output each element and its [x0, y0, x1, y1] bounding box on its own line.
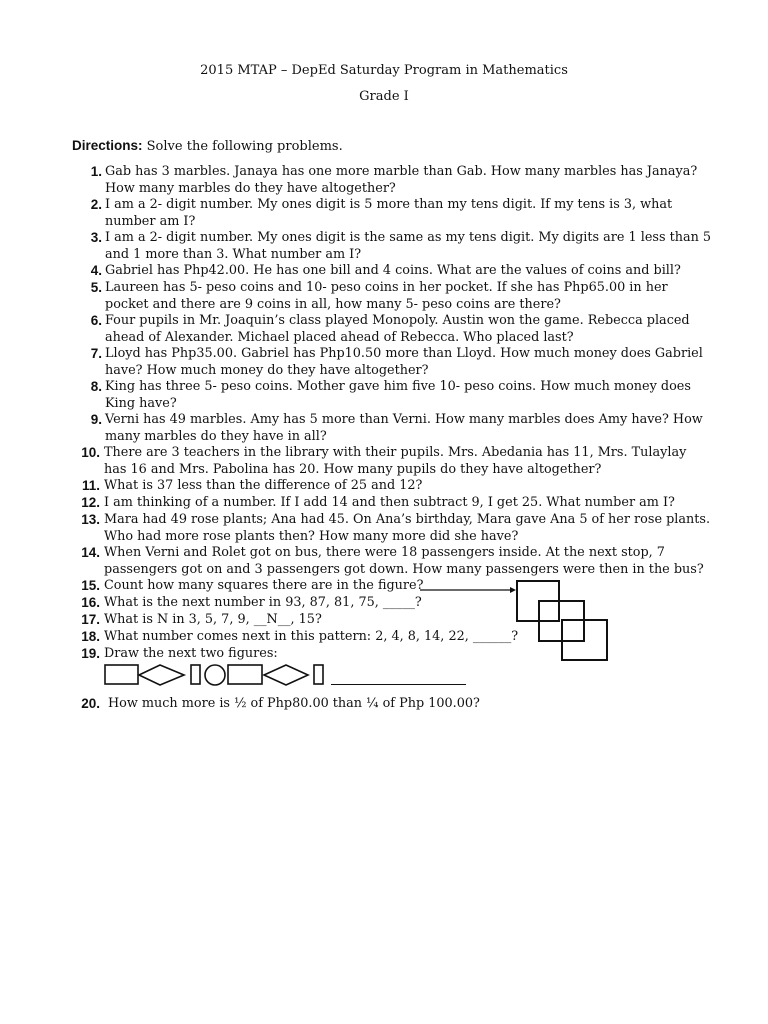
problem-line: Mara had 49 rose plants; Ana had 45. On Ana’s birthday, Mara gave Ana 5 of her rose plants.	[104, 512, 711, 527]
answer-blank-line[interactable]	[331, 684, 466, 685]
problem-text	[104, 646, 278, 663]
problem-number: 2.	[90, 197, 102, 212]
problem-text	[104, 445, 686, 478]
problem-line: How much more is ½ of Php80.00 than ¼ of Php 100.00?	[108, 696, 480, 711]
problem-line: Lloyd has Php35.00. Gabriel has Php10.50 more than Lloyd. How much money does Gabriel	[105, 346, 703, 361]
problem-number: 13.	[81, 512, 100, 527]
problem-line: What number comes next in this pattern: 2, 4, 8, 14, 22, ______?	[104, 629, 519, 644]
directions-text: Solve the following problems.	[146, 139, 343, 154]
problem-number: 11.	[81, 478, 100, 493]
problem-text	[105, 313, 690, 346]
problem-number: 15.	[81, 578, 100, 593]
problem-number: 4.	[90, 263, 102, 278]
problem-line: has 16 and Mrs. Pabolina has 20. How many pupils do they have altogether?	[104, 461, 602, 477]
problem-number: 7.	[90, 346, 102, 361]
problem-number: 16.	[81, 595, 100, 610]
problem-line: and 1 more than 3. What number am I?	[105, 246, 362, 262]
problem-line: Draw the next two figures:	[104, 646, 278, 661]
diamond-shape	[139, 665, 184, 685]
problem-text	[105, 197, 672, 230]
problem-line: I am thinking of a number. If I add 14 and then subtract 9, I get 25. What number am I?	[104, 495, 675, 510]
problem-number: 9.	[90, 412, 102, 427]
problem-number: 20.	[81, 696, 100, 711]
rectangle-shape	[228, 665, 262, 684]
problem-text	[105, 164, 697, 197]
problem-line: passengers got on and 3 passengers got down. How many passengers were then in the bus?	[104, 561, 704, 577]
problem-line: What is 37 less than the difference of 25 and 12?	[104, 478, 423, 493]
problem-number: 3.	[90, 230, 102, 245]
small-rectangle-shape	[191, 665, 200, 684]
problem-line: There are 3 teachers in the library with their pupils. Mrs. Abedania has 11, Mrs. Tulaylay	[104, 445, 687, 460]
grade-label: Grade I	[359, 89, 409, 104]
problem-line: Gab has 3 marbles. Janaya has one more marble than Gab. How many marbles has Janaya?	[105, 164, 698, 179]
problem-text	[108, 696, 480, 713]
problem-number: 18.	[81, 629, 100, 644]
problem-number: 1.	[90, 164, 102, 179]
problem-number: 6.	[90, 313, 102, 328]
document-title: 2015 MTAP – DepEd Saturday Program in Mathematics	[200, 63, 568, 78]
problem-line: What is N in 3, 5, 7, 9, __N__, 15?	[104, 612, 322, 627]
arrow-right-icon	[420, 587, 516, 593]
problem-line: I am a 2- digit number. My ones digit is the same as my tens digit. My digits are 1 less than 5	[105, 230, 712, 245]
problem-number: 10.	[81, 445, 100, 460]
problem-line: many marbles do they have in all?	[105, 428, 327, 444]
problem-number: 8.	[90, 379, 102, 394]
problem-line: Gabriel has Php42.00. He has one bill and 4 coins. What are the values of coins and bill?	[105, 263, 681, 278]
problem-line: Who had more rose plants then? How many more did she have?	[104, 528, 519, 544]
problem-text	[104, 478, 422, 495]
problem-number: 14.	[81, 545, 100, 560]
problem-text	[105, 263, 681, 280]
problem-line: pocket and there are 9 coins in all, how many 5- peso coins are there?	[105, 296, 561, 312]
overlapping-squares-figure	[515, 579, 611, 663]
problem-text	[104, 595, 422, 612]
problem-text	[105, 230, 711, 263]
problem-line: number am I?	[105, 213, 196, 229]
problem-line: I am a 2- digit number. My ones digit is 5 more than my tens digit. If my tens is 3, what	[105, 197, 673, 212]
problem-line: Laureen has 5- peso coins and 10- peso coins in her pocket. If she has Php65.00 in her	[105, 280, 668, 295]
directions	[72, 138, 343, 154]
figure-sequence	[104, 663, 328, 687]
problem-line: King has three 5- peso coins. Mother gave him five 10- peso coins. How much money does	[105, 379, 691, 394]
problem-text	[104, 495, 675, 512]
problem-line: Four pupils in Mr. Joaquin’s class played Monopoly. Austin won the game. Rebecca placed	[105, 313, 690, 328]
problem-line: have? How much money do they have altogether?	[105, 362, 429, 378]
problem-number: 5.	[90, 280, 102, 295]
problem-text	[104, 578, 423, 595]
problem-line: ahead of Alexander. Michael placed ahead of Rebecca. Who placed last?	[105, 329, 574, 345]
problem-number: 12.	[81, 495, 100, 510]
problem-text	[105, 412, 703, 445]
problem-number: 17.	[81, 612, 100, 627]
problem-text	[104, 612, 322, 629]
directions-label: Directions:	[72, 138, 143, 153]
problem-text	[105, 280, 668, 313]
problem-line: When Verni and Rolet got on bus, there were 18 passengers inside. At the next stop, 7	[104, 545, 665, 560]
problem-number: 19.	[81, 646, 100, 661]
diamond-shape	[264, 665, 308, 685]
problem-line: How many marbles do they have altogether?	[105, 180, 396, 196]
problem-text	[105, 379, 691, 412]
rectangle-shape	[105, 665, 138, 684]
circle-shape	[205, 665, 225, 685]
problem-text	[104, 629, 518, 646]
problem-line: King have?	[105, 395, 177, 411]
problem-text	[104, 545, 704, 578]
problem-line: Verni has 49 marbles. Amy has 5 more than Verni. How many marbles does Amy have? How	[105, 412, 703, 427]
problem-line: Count how many squares there are in the figure?	[104, 578, 424, 593]
small-rectangle-shape	[314, 665, 323, 684]
problem-line: What is the next number in 93, 87, 81, 75, _____?	[104, 595, 422, 610]
problem-text	[105, 346, 703, 379]
problem-text	[104, 512, 710, 545]
